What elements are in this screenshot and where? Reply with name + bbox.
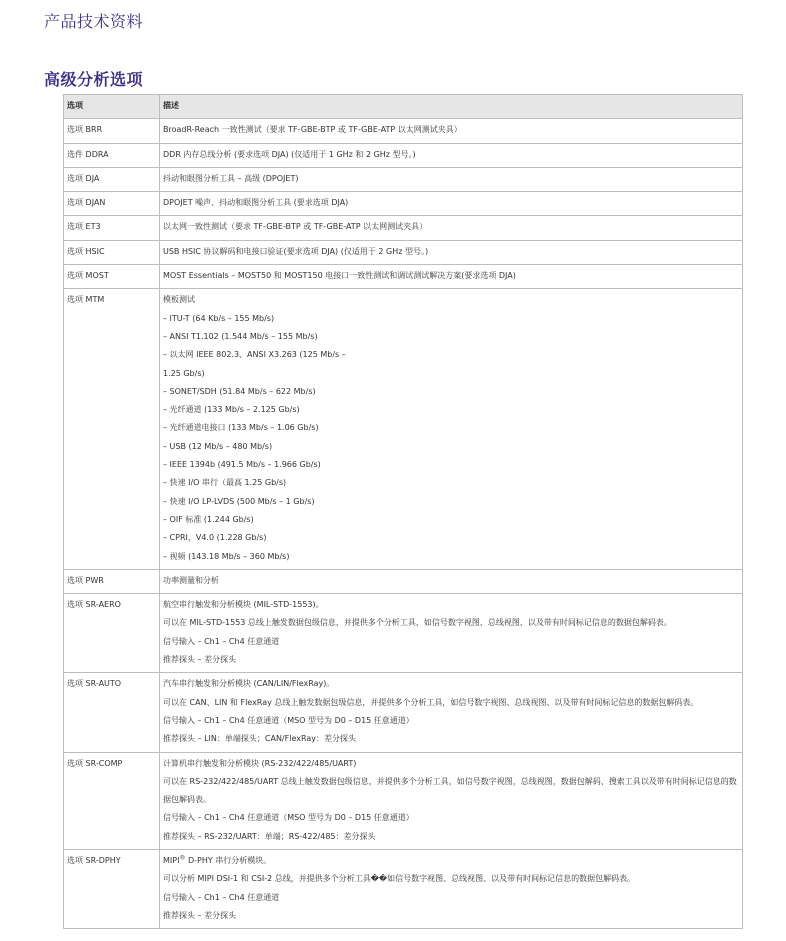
option-name-cell: 选项 DJAN: [64, 192, 160, 216]
table-row: [64, 240, 743, 264]
description-line: 以太网一致性测试（要求 TF-GBE-BTP 或 TF-GBE-ATP 以太网测试夹具）: [163, 222, 428, 232]
description-line: – 光纤通道 (133 Mb/s – 2.125 Gb/s): [163, 405, 300, 415]
option-description-cell: [160, 289, 743, 569]
table-row: [64, 594, 743, 673]
description-line: 推荐探头 – RS-232/UART：单端；RS-422/485：差分探头: [163, 831, 376, 841]
option-name-cell: 选项 SR-AERO: [64, 594, 160, 673]
description-line: – 以太网 IEEE 802.3、ANSI X3.263 (125 Mb/s –: [163, 350, 346, 360]
option-description-cell: [160, 167, 743, 191]
option-description-cell: [160, 752, 743, 849]
description-line: – 快速 I/O LP-LVDS (500 Mb/s – 1 Gb/s): [163, 496, 315, 506]
description-line: DDR 内存总线分析 (要求选项 DJA) (仅适用于 1 GHz 和 2 GHz 型号。): [163, 149, 416, 159]
option-name-cell: 选项 HSIC: [64, 240, 160, 264]
description-line: 信号输入 – Ch1 – Ch4 任意通道: [163, 892, 280, 902]
table-header-row: [64, 95, 743, 119]
table-row: [64, 119, 743, 143]
table-row: [64, 265, 743, 289]
option-name-cell: 选项 SR-COMP: [64, 752, 160, 849]
description-line: 推荐探头 – 差分探头: [163, 655, 237, 665]
option-description-cell: [160, 143, 743, 167]
description-line: 信号输入 – Ch1 – Ch4 任意通道: [163, 636, 280, 646]
description-line: – CPRI，V4.0 (1.228 Gb/s): [163, 533, 267, 543]
description-line: – IEEE 1394b (491.5 Mb/s – 1.966 Gb/s): [163, 460, 321, 470]
description-line: 推荐探头 – LIN：单端探头；CAN/FlexRay：差分探头: [163, 734, 356, 744]
description-line: 可以在 CAN、LIN 和 FlexRay 总线上触发数据包级信息，并提供多个分析工具，如信号数字视图、总线视图、以及带有时间标记信息的数据包解码表。: [163, 697, 699, 707]
option-description-cell: [160, 569, 743, 593]
description-line: 功率测量和分析: [163, 575, 219, 585]
description-line: 航空串行触发和分析模块 (MIL-STD-1553)。: [163, 600, 324, 610]
option-name-cell: 选项 SR-AUTO: [64, 673, 160, 752]
option-name-cell: 选项 ET3: [64, 216, 160, 240]
option-description-cell: [160, 216, 743, 240]
column-header-option: 选项: [64, 95, 160, 119]
option-name-cell: 选件 DDRA: [64, 143, 160, 167]
description-line: DPOJET 噪声、抖动和眼图分析工具 (要求选项 DJA): [163, 198, 349, 208]
description-line: – 快速 I/O 串行（最高 1.25 Gb/s): [163, 478, 287, 488]
description-line: 计算机串行触发和分析模块 (RS-232/422/485/UART): [163, 758, 357, 768]
description-line: 信号输入 – Ch1 – Ch4 任意通道（MSO 型号为 D0 – D15 任意通道）: [163, 813, 414, 823]
option-description-cell: [160, 849, 743, 928]
description-line: – USB (12 Mb/s – 480 Mb/s): [163, 441, 273, 451]
option-name-cell: 选项 MOST: [64, 265, 160, 289]
table-row: [64, 192, 743, 216]
table-row: [64, 569, 743, 593]
table-row: [64, 673, 743, 752]
table-row: [64, 216, 743, 240]
section-title: 高级分析选项: [44, 70, 144, 89]
table-row: [64, 289, 743, 569]
option-name-cell: 选项 MTM: [64, 289, 160, 569]
table-row: [64, 167, 743, 191]
column-header-description: 描述: [160, 95, 743, 119]
option-name-cell: 选项 PWR: [64, 569, 160, 593]
description-line: 汽车串行触发和分析模块 (CAN/LIN/FlexRay)。: [163, 679, 335, 689]
description-line: 1.25 Gb/s): [163, 368, 205, 378]
description-line: – 视频 (143.18 Mb/s – 360 Mb/s): [163, 551, 290, 561]
option-description-cell: [160, 119, 743, 143]
description-line: MOST Essentials – MOST50 和 MOST150 电接口一致性测试和调试测试解决方案(要求选项 DJA): [163, 271, 516, 281]
description-line: MIPI® D-PHY 串行分析模块。: [163, 854, 272, 865]
description-line: 可以在 RS-232/422/485/UART 总线上触发数据包级信息，并提供多个分析工具，如信号数字视图，总线视图，数据包解码、搜索工具以及带有时间标记信息的数据包解码表。: [163, 776, 737, 805]
option-description-cell: [160, 673, 743, 752]
option-name-cell: 选项 SR-DPHY: [64, 849, 160, 928]
description-line: – SONET/SDH (51.84 Mb/s – 622 Mb/s): [163, 386, 316, 396]
table-row: [64, 752, 743, 849]
option-description-cell: [160, 594, 743, 673]
description-line: 推荐探头 – 差分探头: [163, 910, 237, 920]
description-line: 可以分析 MIPI DSI-1 和 CSI-2 总线，并提供多个分析工具��如信号数字视图、总线视图、以及带有时间标记信息的数据包解码表。: [163, 874, 636, 884]
description-line: – ITU-T (64 Kb/s – 155 Mb/s): [163, 313, 275, 323]
option-description-cell: [160, 192, 743, 216]
description-line: USB HSIC 协议解码和电接口验证(要求选项 DJA) (仅适用于 2 GHz 型号。): [163, 246, 429, 256]
option-name-cell: 选项 BRR: [64, 119, 160, 143]
description-line: – 光纤通道电接口 (133 Mb/s – 1.06 Gb/s): [163, 423, 319, 433]
description-line: 抖动和眼图分析工具 – 高级 (DPOJET): [163, 173, 299, 183]
description-line: 模板测试: [163, 295, 195, 305]
option-name-cell: 选项 DJA: [64, 167, 160, 191]
option-description-cell: [160, 265, 743, 289]
table-row: [64, 849, 743, 928]
description-line: 可以在 MIL-STD-1553 总线上触发数据包级信息，并提供多个分析工具，如信号数字视图、总线视图、以及带有时间标记信息的数据包解码表。: [163, 618, 672, 628]
description-line: – ANSI T1.102 (1.544 Mb/s – 155 Mb/s): [163, 331, 318, 341]
document-header-title: 产品技术资料: [44, 12, 144, 31]
description-line: 信号输入 – Ch1 – Ch4 任意通道（MSO 型号为 D0 – D15 任意通道）: [163, 715, 414, 725]
description-line: BroadR-Reach 一致性测试（要求 TF-GBE-BTP 或 TF-GBE-ATP 以太网测试夹具）: [163, 125, 462, 135]
options-table: [63, 94, 743, 929]
option-description-cell: [160, 240, 743, 264]
table-row: [64, 143, 743, 167]
registered-mark: ®: [179, 854, 186, 862]
description-line: – OIF 标准 (1.244 Gb/s): [163, 514, 254, 524]
